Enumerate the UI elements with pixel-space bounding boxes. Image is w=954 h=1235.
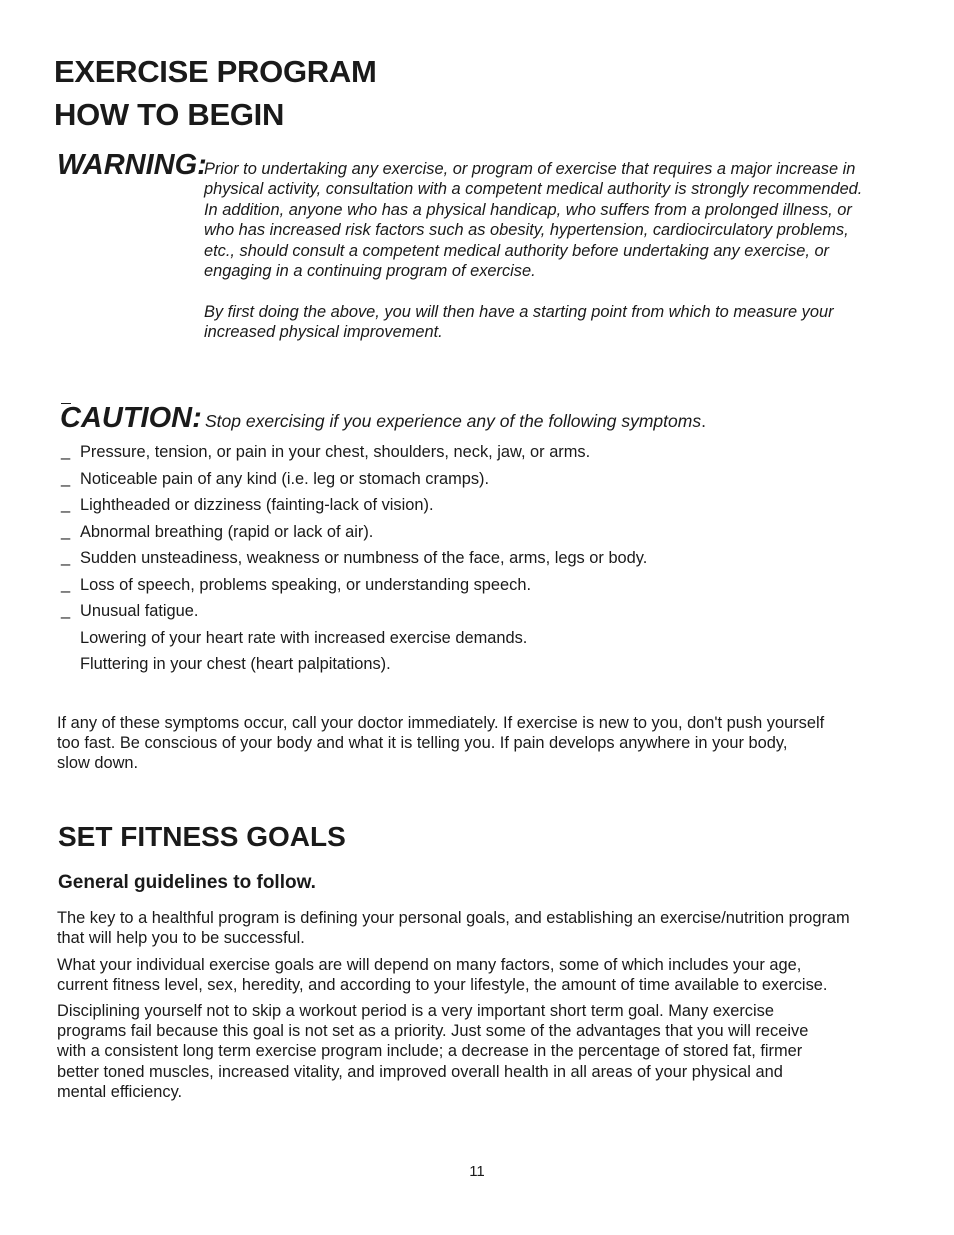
advice-line: If any of these symptoms occur, call your doctor immediately. If exercise is new to you, don't push yourself [57,714,825,732]
goals-line: mental efficiency. [57,1082,183,1101]
warning-line: physical activity, consultation with a competent medical authority is strongly recommended. [204,180,863,199]
warning-line: increased physical improvement. [204,323,443,342]
warning-label: WARNING: [57,149,207,181]
bullet-marker: _ [61,468,71,487]
caution-label: CAUTION: [60,402,202,434]
bullet-marker: _ [61,574,71,593]
goals-line: programs fail because this goal is not set as a priority. Just some of the advantages that you will receive [57,1022,809,1041]
caution-lead-period: . [701,411,706,431]
symptom-text: Lowering of your heart rate with increased exercise demands. [80,628,528,647]
symptom-text: Abnormal breathing (rapid or lack of air). [80,522,374,541]
goals-line: with a consistent long term exercise program include; a decrease in the percentage of stored fat, firmer [57,1042,803,1061]
goals-line: The key to a healthful program is defining your personal goals, and establishing an exercise/nutrition program [57,909,850,927]
symptom-text: Sudden unsteadiness, weakness or numbness of the face, arms, legs or body. [80,549,648,567]
symptom-text: Lightheaded or dizziness (fainting-lack of vision). [80,496,434,514]
symptom-text: Fluttering in your chest (heart palpitations). [80,655,391,673]
bullet-marker: _ [61,495,71,513]
advice-line: slow down. [57,754,139,773]
page-number: 11 [469,1163,485,1180]
page-title-line1: EXERCISE PROGRAM [54,54,377,89]
goals-line: better toned muscles, increased vitality, and improved overall health in all areas of your physical and [57,1062,783,1081]
goals-paragraph [57,908,927,948]
warning-text [204,159,924,343]
bullet-marker: _ [61,521,71,540]
page-title-line2: HOW TO BEGIN [54,97,285,132]
symptom-text: Pressure, tension, or pain in your chest, shoulders, neck, jaw, or arms. [80,443,591,461]
bullet-marker: _ [61,548,71,566]
goals-line: What your individual exercise goals are will depend on many factors, some of which includes your age, [57,956,802,974]
warning-line: In addition, anyone who has a physical handicap, who suffers from a prolonged illness, or [204,200,852,219]
warning-line: engaging in a continuing program of exercise. [204,262,536,281]
advice-paragraph [57,713,917,774]
caution-lead-text: Stop exercising if you experience any of the following symptoms [205,411,702,431]
warning-line: By first doing the above, you will then have a starting point from which to measure your [204,302,834,321]
symptom-text: Unusual fatigue. [80,602,199,620]
goals-paragraph [57,955,927,995]
warning-line: Prior to undertaking any exercise, or program of exercise that requires a major increase in [204,160,856,178]
goals-heading: SET FITNESS GOALS [58,821,346,852]
warning-line: etc., should consult a competent medical authority before undertaking any exercise, or [204,241,830,260]
symptom-text: Loss of speech, problems speaking, or understanding speech. [80,575,532,594]
goals-subheading: General guidelines to follow. [58,872,316,893]
goals-line: Disciplining yourself not to skip a workout period is a very important short term goal. Many exercise [57,1002,774,1020]
caution-lead [205,411,706,432]
goals-line: current fitness level, sex, heredity, and according to your lifestyle, the amount of time available to exercise. [57,976,828,995]
goals-line: that will help you to be successful. [57,929,305,948]
goals-paragraph [57,1001,927,1102]
warning-line: who has increased risk factors such as obesity, hypertension, cardiocirculatory problems, [204,221,849,240]
advice-line: too fast. Be conscious of your body and what it is telling you. If pain develops anywhere in your body, [57,734,788,753]
symptom-text: Noticeable pain of any kind (i.e. leg or stomach cramps). [80,469,490,488]
bullet-marker: _ [61,601,71,619]
bullet-marker: _ [61,442,71,460]
